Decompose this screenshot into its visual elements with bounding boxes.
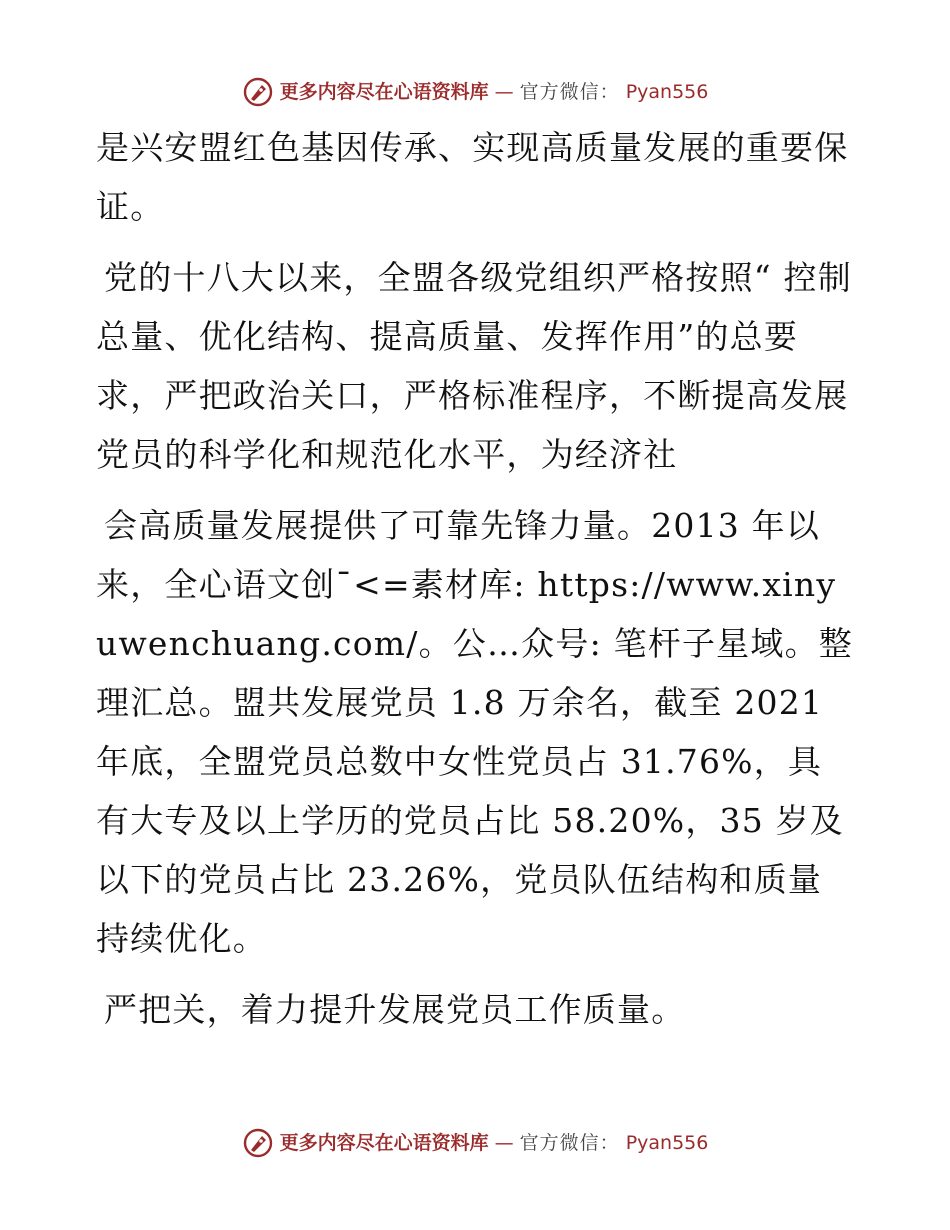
watermark-main-text: 更多内容尽在心语资料库 bbox=[279, 81, 489, 103]
watermark-main-text: 更多内容尽在心语资料库 bbox=[279, 1132, 489, 1154]
document-body bbox=[96, 118, 856, 1039]
paragraph-4: 严把关，着力提升发展党员工作质量。 bbox=[104, 990, 686, 1029]
watermark-dash: — bbox=[494, 81, 514, 103]
watermark-wechat-id: Pyan556 bbox=[625, 81, 709, 103]
paragraph-3: 会高质量发展提供了可靠先锋力量。2013 年以来，全心语文创¯<=素材库: https://www.xinyuwenchuang.com/。公…众号: 笔杆子星域。整理汇总。盟共发展党员 1.8 万余名，截至 2021 年底，全盟党员总数中女性党员占 31.76%，具有大专及以上学历的党员占比 58.20%，35 岁及以下的党员占比 23.26%，党员队伍结构和质量持续优化。 bbox=[96, 506, 853, 958]
header-watermark bbox=[0, 76, 950, 108]
paragraph-2: 党的十八大以来，全盟各级党组织严格按照“ 控制总量、优化结构、提高质量、发挥作用”的总要求，严把政治关口，严格标准程序，不断提高发展党员的科学化和规范化水平，为经济社 bbox=[96, 258, 852, 474]
watermark-wechat-id: Pyan556 bbox=[625, 1132, 709, 1154]
watermark-dash: — bbox=[494, 1132, 514, 1154]
pen-nib-icon bbox=[242, 76, 274, 108]
watermark-wechat-label: 官方微信： bbox=[519, 81, 620, 103]
pen-nib-icon bbox=[242, 1127, 274, 1159]
watermark-wechat-label: 官方微信： bbox=[519, 1132, 620, 1154]
footer-watermark bbox=[0, 1127, 950, 1159]
paragraph-1: 是兴安盟红色基因传承、实现高质量发展的重要保证。 bbox=[96, 128, 849, 226]
